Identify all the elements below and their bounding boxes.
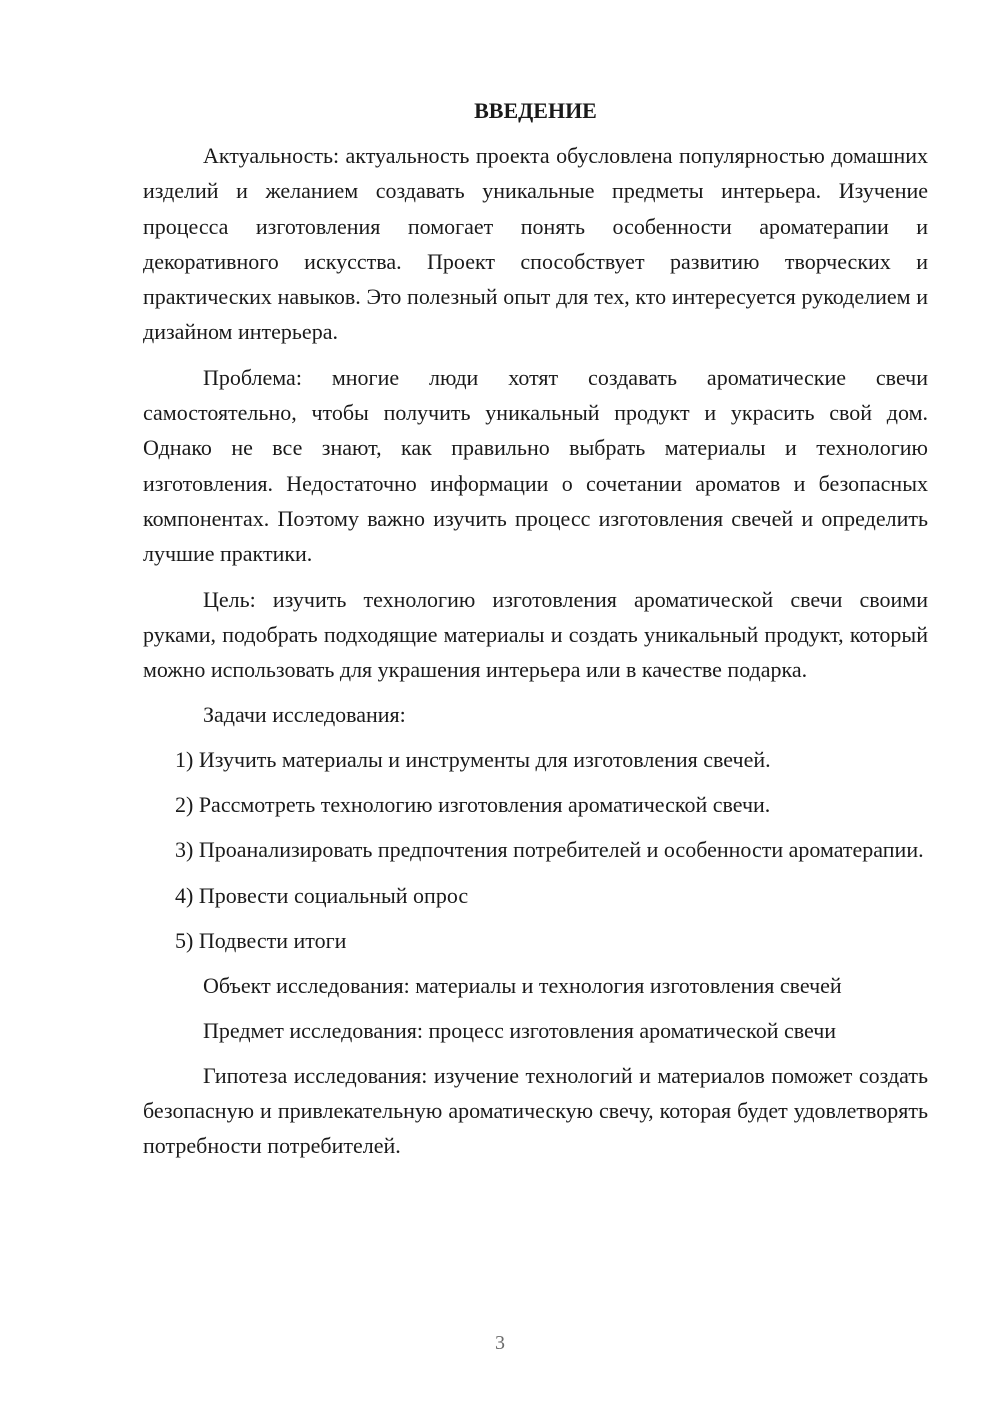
task-item-3: 3) Проанализировать предпочтения потребителей и особенности ароматерапии. [175, 837, 924, 863]
hypothesis-paragraph: Гипотеза исследования: изучение технологий и материалов поможет создать безопасную и привлекательную ароматическую свечу, которая будет удовлетворять потребности потребителей. [143, 1062, 928, 1159]
tasks-heading: Задачи исследования: [203, 702, 406, 728]
problem-paragraph: Проблема: многие люди хотят создавать ароматические свечи самостоятельно, чтобы получить уникальный продукт и украсить свой дом. Однако не все знают, как правильно выбрать материалы и технологию изготовления. Недостаточно информации о сочетании ароматов и безопасных компонентах. Поэтому важно изучить процесс изготовления свечей и определить лучшие практики. [143, 364, 928, 567]
task-item-4: 4) Провести социальный опрос [175, 882, 469, 908]
section-title: ВВЕДЕНИЕ [474, 98, 597, 123]
goal-paragraph: Цель: изучить технологию изготовления ароматической свечи своими руками, подобрать подходящие материалы и создать уникальный продукт, который можно использовать для украшения интерьера или в качестве подарка. [143, 586, 928, 683]
research-object: Объект исследования: материалы и технология изготовления свечей [203, 972, 842, 998]
research-subject: Предмет исследования: процесс изготовления ароматической свечи [203, 1017, 837, 1043]
page-number: 3 [495, 1332, 505, 1354]
task-item-5: 5) Подвести итоги [175, 927, 347, 953]
document-page [143, 90, 928, 1174]
task-item-1: 1) Изучить материалы и инструменты для изготовления свечей. [175, 747, 771, 773]
relevance-paragraph: Актуальность: актуальность проекта обусловлена популярностью домашних изделий и желанием создавать уникальные предметы интерьера. Изучение процесса изготовления помогает понять особенности ароматерапии и декоративного искусства. Проект способствует развитию творческих и практических навыков. Это полезный опыт для тех, кто интересуется рукоделием и дизайном интерьера. [143, 143, 928, 345]
task-item-2: 2) Рассмотреть технологию изготовления ароматической свечи. [175, 792, 771, 818]
